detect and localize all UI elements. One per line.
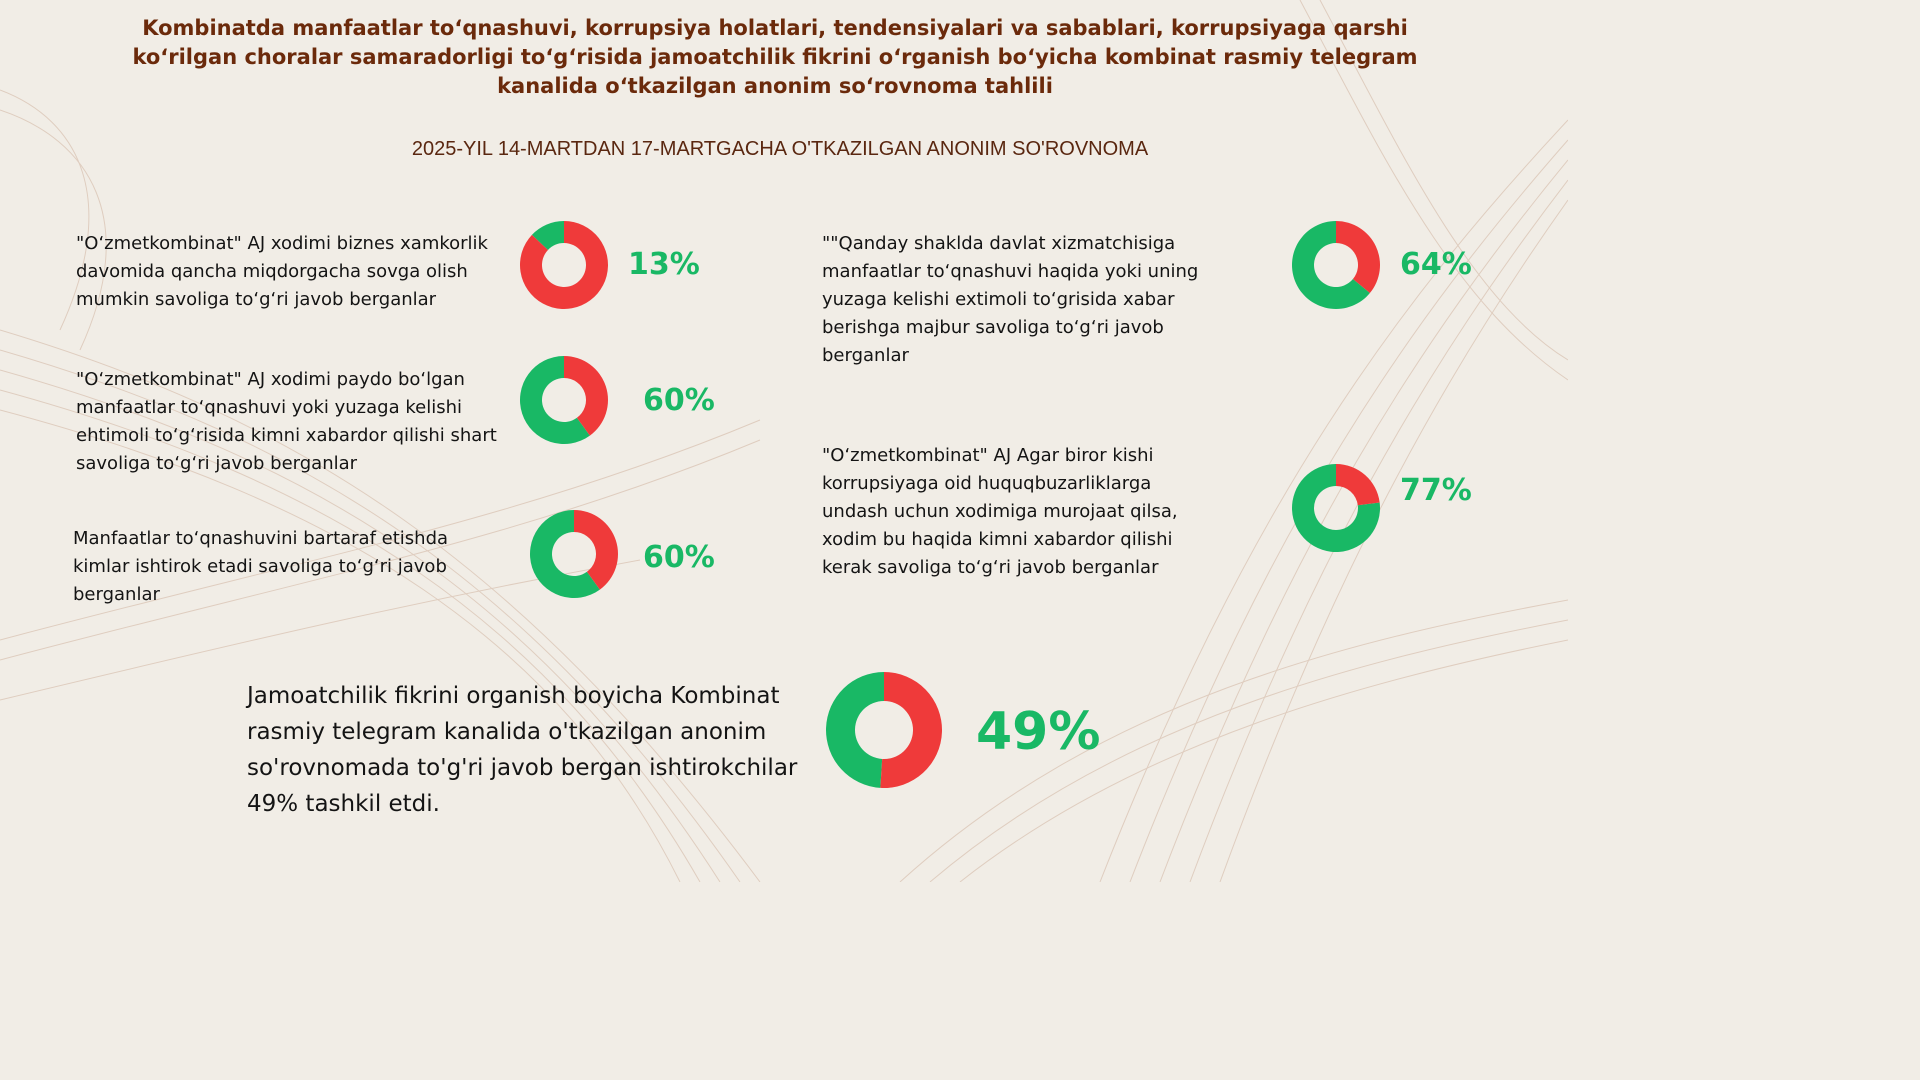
question-3-text: Manfaatlar to‘qnashuvini bartaraf etishda kimlar ishtirok etadi savoliga to‘g‘ri javob berganlar	[73, 528, 449, 605]
donut-chart-summary	[826, 672, 942, 788]
percentage-label-2: 60%	[643, 383, 715, 418]
percentage-label-summary: 49%	[976, 702, 1101, 762]
question-1-text: "O‘zmetkombinat" AJ xodimi biznes xamkorlik davomida qancha miqdorgacha sovga olish mumkin savoliga to‘g‘ri javob berganlar	[76, 233, 488, 310]
percentage-label-5: 77%	[1400, 473, 1472, 508]
donut-chart-5	[1292, 464, 1380, 552]
slice-incorrect	[1336, 221, 1380, 293]
page-title: Kombinatda manfaatlar to‘qnashuvi, korrupsiya holatlari, tendensiyalari va sabablari, korrupsiyaga qarshi ko‘rilgan choralar samaradorligi to‘g‘risida jamoatchilik fikrini o‘rganish bo‘yicha kombinat rasmiy telegram kanalida o‘tkazilgan anonim so‘rovnoma tahlili	[132, 16, 1418, 98]
percentage-label-4: 64%	[1400, 247, 1472, 282]
question-2-text: "O‘zmetkombinat" AJ xodimi paydo bo‘lgan manfaatlar to‘qnashuvi yoki yuzaga kelishi ehtimoli to‘g‘risida kimni xabardor qilishi shart savoliga to‘g‘ri javob berganlar	[76, 369, 497, 474]
donut-chart-4	[1292, 221, 1380, 309]
donut-chart-2	[520, 356, 608, 444]
question-4-text: ""Qanday shaklda davlat xizmatchisiga manfaatlar to‘qnashuvi haqida yoki uning yuzaga kelishi extimoli to‘grisida xabar berishga majbur savoliga to‘g‘ri javob berganlar	[822, 233, 1199, 366]
percentage-label-1: 13%	[628, 247, 700, 282]
page-subtitle: 2025-YIL 14-MARTDAN 17-MARTGACHA O'TKAZILGAN ANONIM SO'ROVNOMA	[411, 138, 1149, 160]
donut-chart-3	[530, 510, 618, 598]
percentage-label-3: 60%	[643, 540, 715, 575]
slice-incorrect	[880, 672, 942, 788]
question-5-text: "O‘zmetkombinat" AJ Agar biror kishi korrupsiyaga oid huquqbuzarliklarga undash uchun xodimiga murojaat qilsa, xodim bu haqida kimni xabardor qilishi kerak savoliga to‘g‘ri javob berganlar	[822, 445, 1178, 578]
summary-text: Jamoatchilik fikrini organish boyicha Kombinat rasmiy telegram kanalida o'tkazilgan anonim so'rovnomada to'g'ri javob bergan ishtirokchilar 49% tashkil etdi.	[247, 683, 798, 817]
donut-chart-1	[520, 221, 608, 309]
slice-incorrect	[1336, 464, 1380, 505]
slice-correct	[826, 672, 884, 788]
